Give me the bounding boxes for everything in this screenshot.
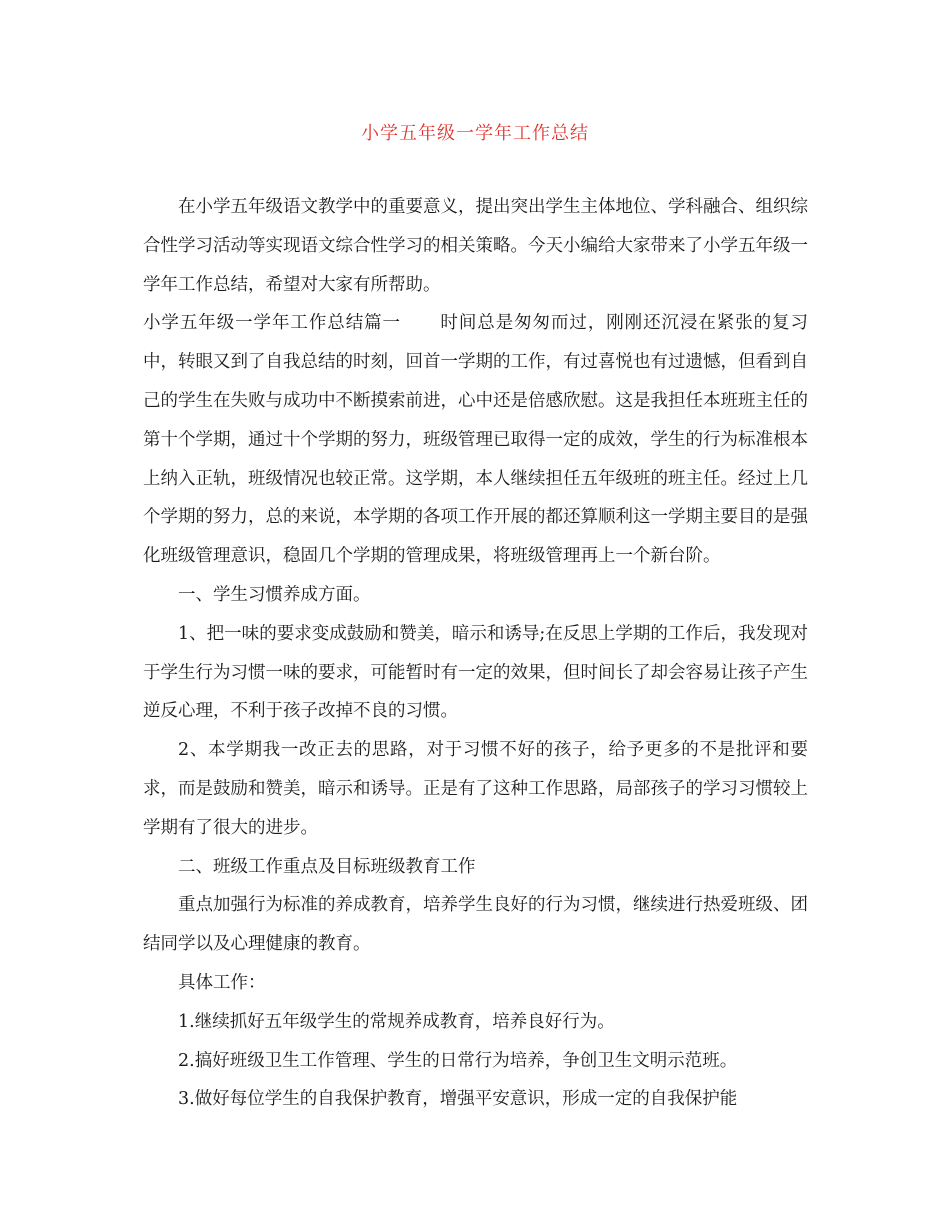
class-work-heading: 二、班级工作重点及目标班级教育工作 (178, 856, 476, 877)
document-body (143, 188, 808, 1119)
specific-work-label: 具体工作： (178, 972, 266, 993)
work-item-3: 3.做好每位学生的自我保护教育，增强平安意识，形成一定的自我保护能 (178, 1089, 738, 1110)
section-body: 时间总是匆匆而过，刚刚还沉浸在紧张的复习中，转眼又到了自我总结的时刻，回首一学期的工作，有过喜悦也有过遗憾，但看到自己的学生在失败与成功中不断摸索前进，心中还是倍感欣慰。这是我担任本班班主任的第十个学期，通过十个学期的努力，班级管理已取得一定的成效，学生的行为标准根本上纳入正轨，班级情况也较正常。这学期，本人继续担任五年级班的班主任。经过上几个学期的努力，总的来说，本学期的各项工作开展的都还算顺利这一学期主要目的是强化班级管理意识，稳固几个学期的管理成果，将班级管理再上一个新台阶。 (143, 313, 809, 567)
habit-item-1: 1、把一味的要求变成鼓励和赞美，暗示和诱导;在反思上学期的工作后，我发现对于学生行为习惯一味的要求，可能暂时有一定的效果，但时间长了却会容易让孩子产生逆反心理，不利于孩子改掉不良的习惯。 (143, 623, 808, 722)
document-title: 小学五年级一学年工作总结 (361, 123, 589, 144)
class-work-focus: 重点加强行为标准的养成教育，培养学生良好的行为习惯，继续进行热爱班级、团结同学以及心理健康的教育。 (143, 895, 808, 955)
habit-item-2: 2、本学期我一改正去的思路，对于习惯不好的孩子，给予更多的不是批评和要求，而是鼓励和赞美，暗示和诱导。正是有了这种工作思路，局部孩子的学习习惯较上学期有了很大的进步。 (143, 740, 808, 838)
section-heading: 小学五年级一学年工作总结篇一 (143, 313, 401, 334)
section-paragraph (143, 304, 808, 576)
work-item-1: 1.继续抓好五年级学生的常规养成教育，培养良好行为。 (178, 1011, 615, 1032)
work-item-2: 2.搞好班级卫生工作管理、学生的日常行为培养，争创卫生文明示范班。 (178, 1050, 738, 1071)
intro-paragraph: 在小学五年级语文教学中的重要意义，提出突出学生主体地位、学科融合、组织综合性学习活动等实现语文综合性学习的相关策略。今天小编给大家带来了小学五年级一学年工作总结，希望对大家有所帮助。 (143, 197, 808, 295)
habit-heading: 一、学生习惯养成方面。 (178, 584, 371, 605)
